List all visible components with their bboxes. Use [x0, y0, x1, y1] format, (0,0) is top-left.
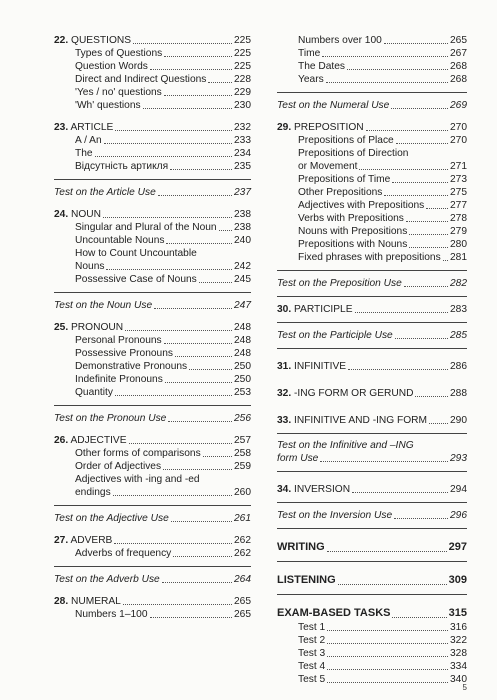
toc-entry-article: 23. ARTICLE 232 [54, 122, 251, 133]
toc-subentry: Uncountable Nouns 240 [75, 235, 251, 246]
toc-subentry: Years 268 [298, 74, 467, 85]
toc-entry-infinitive: 31. INFINITIVE 286 [277, 361, 467, 372]
toc-subentry: Numbers 1–100 265 [75, 609, 251, 620]
divider [277, 92, 467, 93]
toc-entry-preposition: 29. PREPOSITION 270 [277, 122, 467, 133]
toc-subentry: Nouns with Prepositions 279 [298, 226, 467, 237]
toc-subentry: Possessive Case of Nouns 245 [75, 274, 251, 285]
toc-subentry: The Dates 268 [298, 61, 467, 72]
toc-subentry: Prepositions of Place 270 [298, 135, 467, 146]
toc-subentry: Prepositions with Nouns 280 [298, 239, 467, 250]
toc-subentry-line: Adjectives with -ing and -ed [75, 474, 200, 485]
divider [277, 528, 467, 529]
toc-test-entry-line: Test on the Infinitive and –ING [277, 440, 414, 451]
toc-subentry: Other forms of comparisons 258 [75, 448, 251, 459]
toc-entry-exam: EXAM-BASED TASKS 315 [277, 607, 467, 619]
divider [54, 292, 251, 293]
divider [54, 566, 251, 567]
toc-entry-numeral: 28. NUMERAL 265 [54, 596, 251, 607]
toc-subentry: Types of Questions 225 [75, 48, 251, 59]
toc-test-entry: Test on the Preposition Use 282 [277, 278, 467, 289]
divider [277, 502, 467, 503]
toc-subentry: Test 4 334 [298, 661, 467, 672]
toc-subentry-line: How to Count Uncountable [75, 248, 197, 259]
toc-subentry: Direct and Indirect Questions 228 [75, 74, 251, 85]
toc-subentry: 'Yes / no' questions 229 [75, 87, 251, 98]
divider [277, 322, 467, 323]
toc-subentry: Other Prepositions 275 [298, 187, 467, 198]
toc-test-entry: Test on the Pronoun Use 256 [54, 413, 251, 424]
toc-entry-participle: 30. PARTICIPLE 283 [277, 304, 467, 315]
divider [54, 505, 251, 506]
toc-entry-listening: LISTENING 309 [277, 574, 467, 586]
divider [54, 179, 251, 180]
toc-subentry: endings 260 [75, 487, 251, 498]
toc-entry-inversion: 34. INVERSION 294 [277, 484, 467, 495]
toc-subentry: Adverbs of frequency 262 [75, 548, 251, 559]
toc-subentry: The 234 [75, 148, 251, 159]
toc-subentry: Test 2 322 [298, 635, 467, 646]
toc-subentry: Nouns 242 [75, 261, 251, 272]
toc-subentry: Question Words 225 [75, 61, 251, 72]
divider [277, 561, 467, 562]
toc-test-entry: Test on the Inversion Use 296 [277, 510, 467, 521]
section-title: QUESTIONS [71, 35, 132, 46]
toc-entry-pronoun: 25. PRONOUN 248 [54, 322, 251, 333]
toc-subentry: Time 267 [298, 48, 467, 59]
toc-entry-adjective: 26. ADJECTIVE 257 [54, 435, 251, 446]
toc-subentry: Prepositions of Time 273 [298, 174, 467, 185]
divider [277, 433, 467, 434]
page-number: 225 [234, 35, 251, 46]
toc-entry-gerund: 32. -ING FORM OR GERUND 288 [277, 388, 467, 399]
toc-subentry: Personal Pronouns 248 [75, 335, 251, 346]
toc-subentry: Test 1 316 [298, 622, 467, 633]
toc-subentry: Test 3 328 [298, 648, 467, 659]
divider [277, 296, 467, 297]
toc-test-entry: Test on the Participle Use 285 [277, 330, 467, 341]
toc-left-column [54, 34, 251, 621]
toc-subentry-line: Prepositions of Direction [298, 148, 409, 159]
toc-subentry: Відсутність артикля 235 [75, 161, 251, 172]
section-number: 22. [54, 35, 69, 46]
toc-subentry: A / An 233 [75, 135, 251, 146]
divider [277, 594, 467, 595]
toc-subentry: Quantity 253 [75, 387, 251, 398]
toc-test-entry: form Use 293 [277, 453, 467, 464]
toc-subentry: Numbers over 100 265 [298, 35, 467, 46]
toc-entry-infinitive-ing: 33. INFINITIVE AND -ING FORM 290 [277, 415, 467, 426]
toc-subentry: 'Wh' questions 230 [75, 100, 251, 111]
divider [277, 270, 467, 271]
toc-test-entry: Test on the Article Use 237 [54, 187, 251, 198]
toc-subentry: Indefinite Pronouns 250 [75, 374, 251, 385]
divider [277, 471, 467, 472]
toc-subentry: Order of Adjectives 259 [75, 461, 251, 472]
toc-entry-adverb: 27. ADVERB 262 [54, 535, 251, 546]
toc-test-entry: Test on the Noun Use 247 [54, 300, 251, 311]
dot-leader [133, 43, 232, 44]
toc-subentry: Demonstrative Pronouns 250 [75, 361, 251, 372]
page-number-footer: 5 [462, 683, 467, 692]
toc-right-column [277, 34, 467, 686]
toc-subentry: Test 5 340 [298, 674, 467, 685]
toc-entry-noun: 24. NOUN 238 [54, 209, 251, 220]
toc-entry-writing: WRITING 297 [277, 541, 467, 553]
toc-subentry: Singular and Plural of the Noun 238 [75, 222, 251, 233]
toc-subentry: Adjectives with Prepositions 277 [298, 200, 467, 211]
toc-test-entry: Test on the Adjective Use 261 [54, 513, 251, 524]
toc-entry-questions [54, 34, 251, 47]
toc-subentry: Fixed phrases with prepositions 281 [298, 252, 467, 263]
toc-subentry: Verbs with Prepositions 278 [298, 213, 467, 224]
toc-subentry: Possessive Pronouns 248 [75, 348, 251, 359]
divider [277, 348, 467, 349]
toc-test-entry: Test on the Adverb Use 264 [54, 574, 251, 585]
toc-test-entry: Test on the Numeral Use 269 [277, 100, 467, 111]
divider [54, 405, 251, 406]
toc-subentry: or Movement 271 [298, 161, 467, 172]
